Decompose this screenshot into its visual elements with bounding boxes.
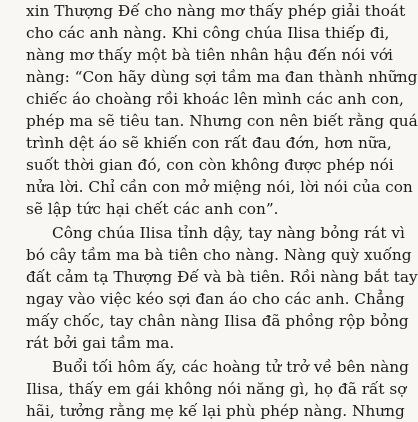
text-line: hãi, tưởng rằng mẹ kế lại phù phép nàng. Nhưng <box>26 402 405 420</box>
text-line: sẽ lập tức hại chết các anh con”. <box>26 200 279 218</box>
text-line: cho các anh nàng. Khi công chúa Ilisa thiếp đi, <box>26 24 390 42</box>
text-line: rát bởi gai tầm ma. <box>26 334 175 352</box>
text-line: suốt thời gian đó, con còn không được phép nói <box>26 156 394 174</box>
text-line: xin Thượng Đế cho nàng mơ thấy phép giải thoát <box>26 2 406 20</box>
paragraph-start-line: Công chúa Ilisa tỉnh dậy, tay nàng bỏng rát vì <box>52 224 405 242</box>
text-line: trình dệt áo sẽ khiến con rất đau đớn, hơn nữa, <box>26 134 392 152</box>
text-line: bó cây tầm ma bà tiên cho nàng. Nàng quỳ xuống <box>26 246 412 264</box>
text-line: nàng mơ thấy một bà tiên nhân hậu đến nói với <box>26 46 393 64</box>
text-line: ngay vào việc kéo sợi đan áo cho các anh. Chẳng <box>26 290 405 308</box>
text-line: Ilisa, thấy em gái không nói năng gì, họ đã rất sợ <box>26 380 407 398</box>
text-line: đất cảm tạ Thượng Đế và bà tiên. Rồi nàng bắt tay <box>26 268 418 286</box>
text-line: mấy chốc, tay chân nàng Ilisa đã phồng rộp bỏng <box>26 312 409 330</box>
text-line: chiếc áo choàng rồi khoác lên mình các anh con, <box>26 90 404 108</box>
text-line: phép ma sẽ tiêu tan. Nhưng con nên biết rằng quá <box>26 112 418 130</box>
text-line: nửa lời. Chỉ cần con mở miệng nói, lời nói của con <box>26 178 413 196</box>
text-line: nàng: “Con hãy dùng sợi tầm ma đan thành những <box>26 68 418 86</box>
paragraph-start-line: Buổi tối hôm ấy, các hoàng tử trở về bên nàng <box>52 358 409 376</box>
